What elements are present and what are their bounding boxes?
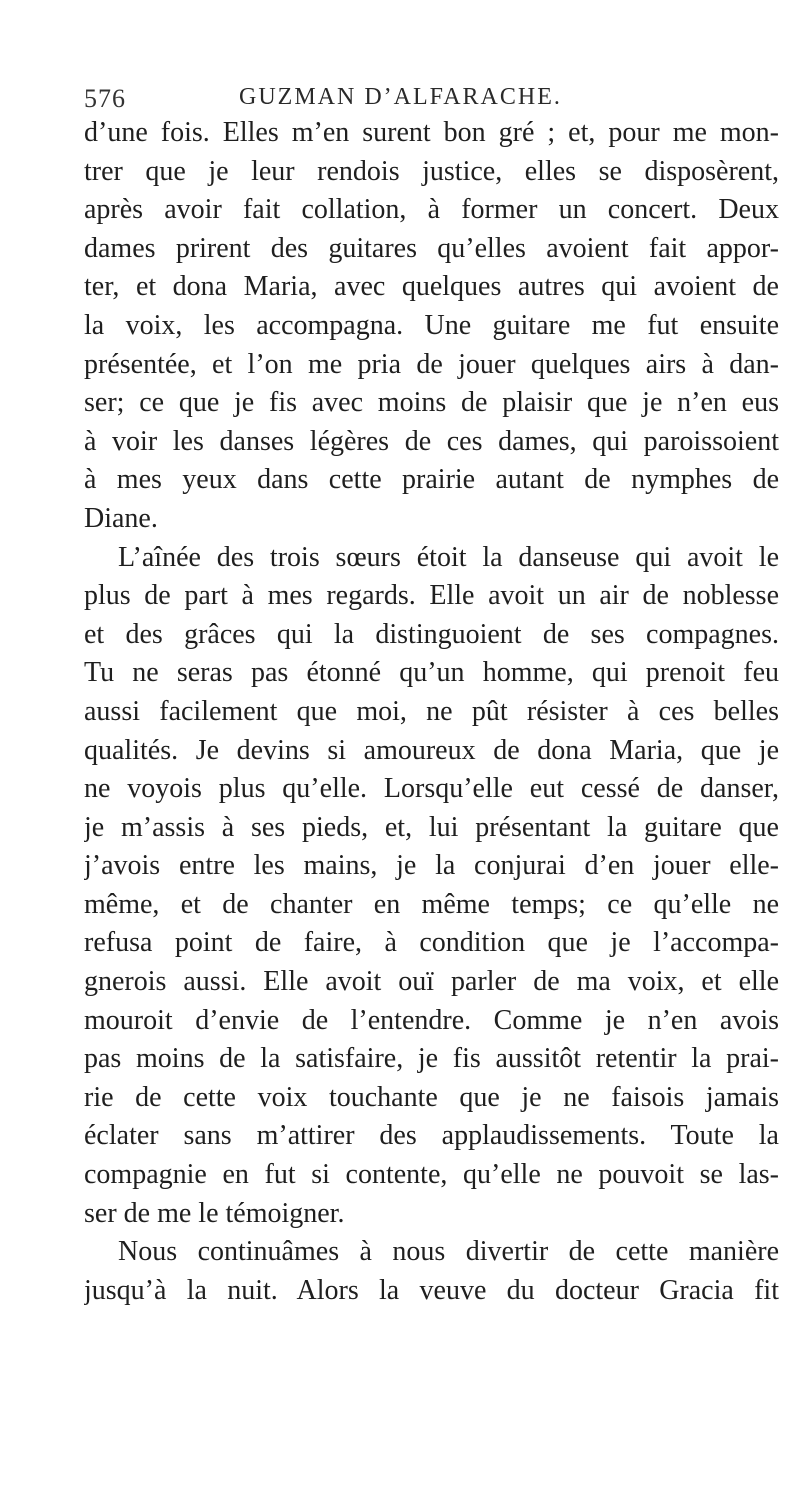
text-line: gnerois aussi. Elle avoit ouï parler de ma voix, et elle: [84, 966, 779, 998]
text-line: ser; ce que je fis avec moins de plaisir que je n’en eus: [84, 387, 779, 419]
text-line: à mes yeux dans cette prairie autant de nymphes de: [84, 464, 779, 496]
text-line: après avoir fait collation, à former un concert. Deux: [84, 194, 779, 226]
text-line: même, et de chanter en même temps; ce qu’elle ne: [84, 888, 779, 920]
text-line: rie de cette voix touchante que je ne faisois jamais: [84, 1081, 779, 1113]
text-line: ser de me le témoigner.: [84, 1197, 345, 1229]
text-line: Diane.: [84, 502, 158, 534]
text-line: je m’assis à ses pieds, et, lui présentant la guitare que: [84, 811, 779, 843]
running-title: GUZMAN D’ALFARACHE.: [239, 84, 562, 110]
text-line: trer que je leur rendois justice, elles se disposèrent,: [84, 155, 779, 187]
text-line: ne voyois plus qu’elle. Lorsqu’elle eut cessé de danser,: [84, 773, 779, 805]
text-line: dames prirent des guitares qu’elles avoient fait appor-: [84, 232, 779, 264]
text-line: aussi facilement que moi, ne pût résister à ces belles: [84, 695, 779, 727]
text-line: plus de part à mes regards. Elle avoit un air de noblesse: [84, 580, 779, 612]
text-line: ter, et dona Maria, avec quelques autres qui avoient de: [84, 271, 779, 303]
text-line: éclater sans m’attirer des applaudissements. Toute la: [84, 1120, 779, 1152]
text-line: jusqu’à la nuit. Alors la veuve du docteur Gracia fit: [84, 1274, 779, 1306]
text-line: Nous continuâmes à nous divertir de cette manière: [118, 1236, 779, 1268]
text-line: pas moins de la satisfaire, je fis aussitôt retentir la prai-: [84, 1043, 779, 1075]
text-line: Tu ne seras pas étonné qu’un homme, qui prenoit feu: [84, 657, 779, 689]
page-number: 576: [84, 84, 126, 113]
text-line: à voir les danses légères de ces dames, qui paroissoient: [84, 425, 779, 457]
text-line: présentée, et l’on me pria de jouer quelques airs à dan-: [84, 348, 779, 380]
text-line: mouroit d’envie de l’entendre. Comme je n’en avois: [84, 1004, 779, 1036]
text-line: qualités. Je devins si amoureux de dona Maria, que je: [84, 734, 779, 766]
text-line: j’avois entre les mains, je la conjurai d’en jouer elle-: [84, 850, 779, 882]
text-line: la voix, les accompagna. Une guitare me fut ensuite: [84, 309, 779, 341]
text-line: d’une fois. Elles m’en surent bon gré ; et, pour me mon-: [84, 117, 779, 148]
text-line: compagnie en fut si contente, qu’elle ne pouvoit se las-: [84, 1159, 779, 1191]
text-line: refusa point de faire, à condition que je l’accompa-: [84, 927, 779, 959]
text-line: L’aînée des trois sœurs étoit la danseuse qui avoit le: [118, 541, 779, 573]
text-line: et des grâces qui la distinguoient de ses compagnes.: [84, 618, 779, 650]
body-text: [84, 114, 779, 1310]
